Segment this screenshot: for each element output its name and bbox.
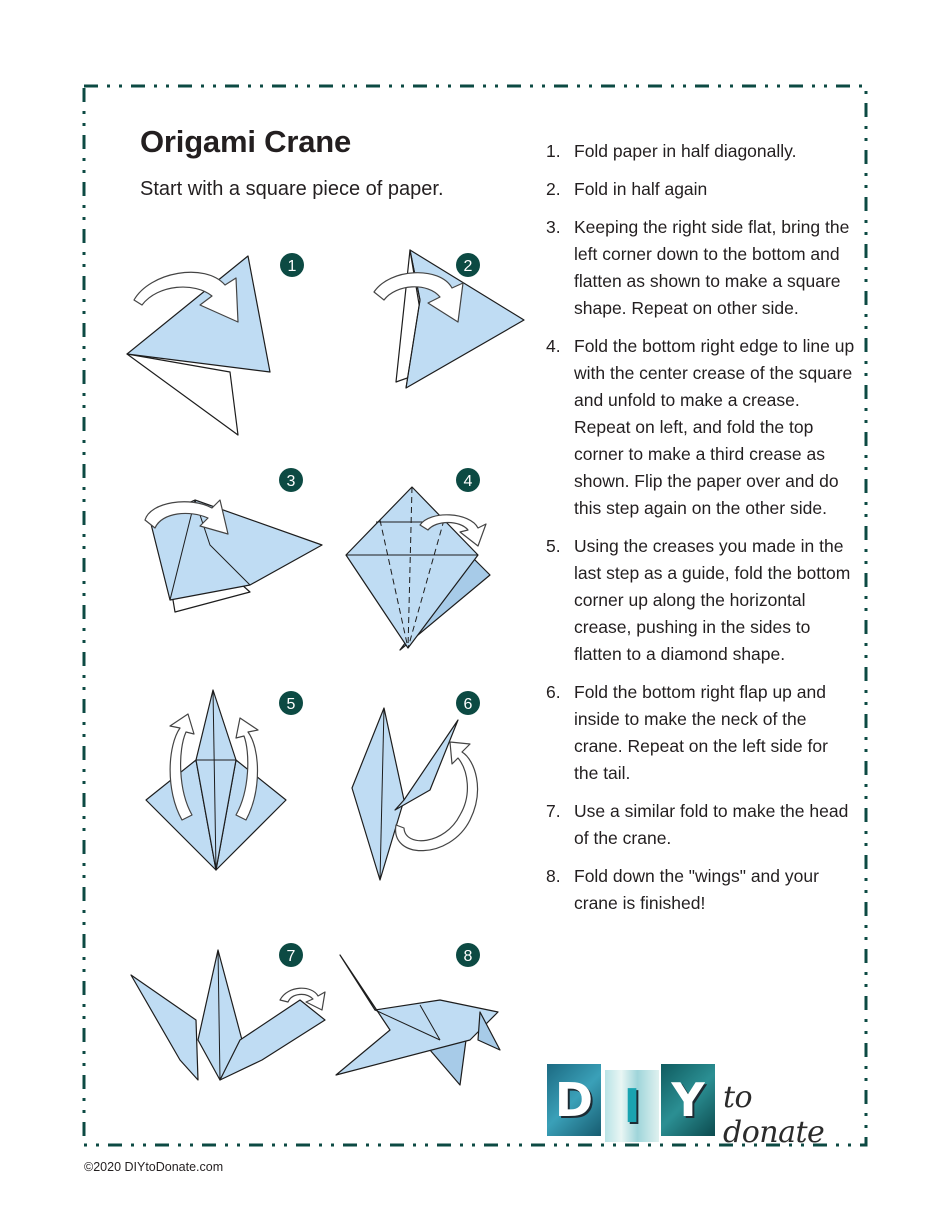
svg-text:6: 6 [463, 696, 473, 713]
step-text: Fold in half again [574, 179, 708, 199]
step-text: Using the creases you made in the last step as a guide, fold the bottom corner up along the horizontal crease, pushing in the sides to flatten to a diamond shape. [574, 536, 851, 664]
page-subtitle: Start with a square piece of paper. [140, 178, 444, 200]
step-number: 6. [546, 682, 561, 702]
page-title: Origami Crane [140, 124, 352, 159]
fold-diagram-6 [352, 708, 478, 880]
step-badge-7 [279, 943, 303, 967]
logo-tile-i: I [605, 1070, 659, 1142]
svg-text:8: 8 [463, 948, 473, 965]
svg-text:7: 7 [286, 948, 296, 965]
logo-tile-d: D [547, 1064, 601, 1136]
fold-diagram-2 [374, 250, 524, 388]
fold-diagram-8 [336, 955, 500, 1085]
fold-diagram-1 [127, 256, 270, 435]
fold-diagram-5 [146, 690, 286, 870]
svg-text:5: 5 [286, 696, 296, 713]
logo-script-text: to donate [723, 1080, 825, 1150]
step-badge-6 [456, 691, 480, 715]
step-text: Keeping the right side flat, bring the left corner down to the bottom and flatten as shown to make a square shape. Repeat on other side. [574, 217, 850, 318]
step-text: Use a similar fold to make the head of the crane. [574, 801, 849, 848]
step-text: Fold paper in half diagonally. [574, 141, 797, 161]
step-badge-1 [280, 253, 304, 277]
step-badge-2 [456, 253, 480, 277]
step-badge-4 [456, 468, 480, 492]
step-badge-3 [279, 468, 303, 492]
step-badge-8 [456, 943, 480, 967]
copyright-footer: ©2020 DIYtoDonate.com [84, 1160, 224, 1174]
svg-text:2: 2 [463, 258, 473, 275]
step-number: 4. [546, 336, 561, 356]
diy-to-donate-logo [543, 1060, 843, 1150]
step-number: 3. [546, 217, 561, 237]
step-number: 2. [546, 179, 561, 199]
svg-text:3: 3 [286, 473, 296, 490]
step-text: Fold down the "wings" and your crane is finished! [574, 866, 819, 913]
step-text: Fold the bottom right flap up and inside to make the neck of the crane. Repeat on the left side for the tail. [574, 682, 828, 783]
fold-diagram-7 [131, 950, 325, 1080]
step-number: 1. [546, 141, 561, 161]
step-number: 7. [546, 801, 561, 821]
step-number: 8. [546, 866, 561, 886]
step-number: 5. [546, 536, 561, 556]
svg-text:4: 4 [463, 473, 473, 490]
step-text: Fold the bottom right edge to line up with the center crease of the square and unfold to make a crease. Repeat on left, and fold the top corner to make a third crease as shown. Flip the paper over and do this step again on the other side. [574, 336, 855, 518]
fold-diagram-3 [145, 500, 322, 612]
svg-text:1: 1 [287, 258, 297, 275]
fold-diagram-4 [346, 487, 490, 650]
step-badge-5 [279, 691, 303, 715]
logo-tile-y: Y [661, 1064, 715, 1136]
